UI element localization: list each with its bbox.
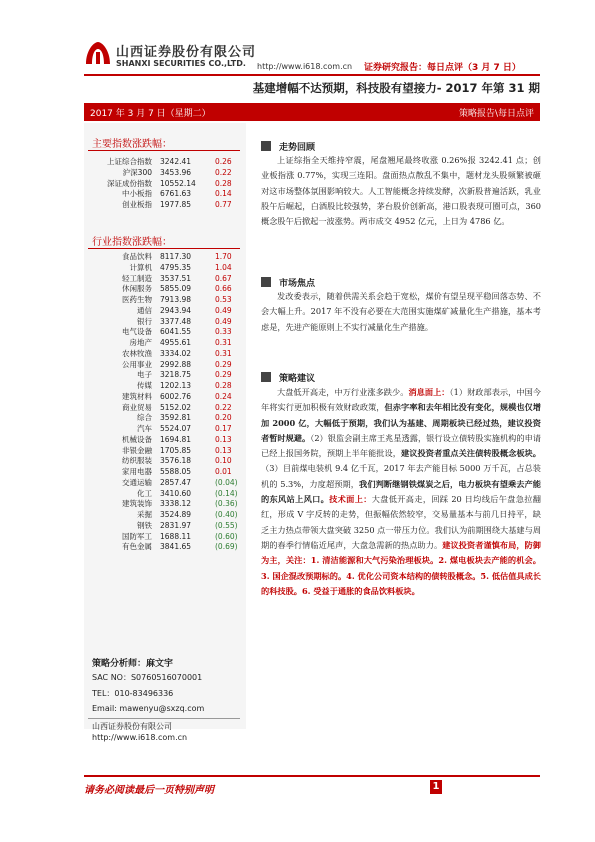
row-value: 2857.47 — [160, 477, 192, 487]
row-name: 农林牧渔 — [122, 348, 152, 358]
strategy-run: 大盘低开高走，中万行业涨多跌少。 — [277, 387, 409, 397]
row-name: 商业贸易 — [122, 402, 152, 412]
table-row — [96, 179, 245, 190]
table-row — [96, 168, 245, 179]
row-name: 中小板指 — [122, 189, 152, 199]
footer-divider — [84, 775, 540, 777]
row-value: 3334.02 — [160, 348, 192, 358]
row-value: 1688.11 — [160, 531, 192, 541]
row-name: 综合 — [137, 413, 152, 423]
table-row — [96, 542, 245, 553]
row-change: 0.17 — [215, 424, 232, 433]
row-value: 5524.07 — [160, 424, 192, 433]
strategy-run: 建议投资者谨慎布局，防御为主，关注：1. 清洁能源和大气污染治理板块。2. 煤电板块去产能的机会。3. 国企混改预期标的。4. 优化公司资本结构的债转股概念。5. 低估值具成长的科技股。6. 受益于通胀的食品饮料板块。 — [261, 539, 541, 596]
strategy-run: （2）银监会副主席王兆星透露，银行设立债转股实施机构的申请已经上报国务院，预期上半年能批设， — [261, 432, 541, 459]
table-row — [96, 413, 245, 424]
table-row — [96, 510, 245, 521]
row-change: 0.49 — [215, 305, 232, 315]
strategy-run: （3）目前煤电装机 9.4 亿千瓦，2017 年去产能目标 5000 万千瓦，占总装机的 5.3%，力度超预期， — [261, 463, 541, 489]
row-change: 0.28 — [215, 381, 232, 390]
row-name: 电气设备 — [122, 327, 152, 337]
row-value: 5588.05 — [160, 467, 192, 476]
strategy-run: 建议投资者重点关注债转股概念板块。 — [401, 448, 541, 459]
row-name: 传媒 — [137, 381, 152, 390]
table-row — [96, 360, 245, 371]
row-name: 建筑材料 — [122, 391, 152, 401]
row-value: 4955.61 — [160, 338, 192, 347]
row-change: (0.14) — [215, 488, 238, 498]
row-value: 1202.13 — [160, 381, 192, 390]
row-change: (0.04) — [215, 477, 238, 487]
table-row — [96, 392, 245, 403]
row-name: 计算机 — [129, 262, 152, 272]
row-name: 有色金属 — [122, 542, 152, 552]
row-value: 1977.85 — [160, 200, 192, 209]
row-change: 0.13 — [215, 445, 232, 455]
analyst-sac: SAC NO：S0760516070001 — [92, 673, 203, 682]
table-row — [96, 349, 245, 360]
row-change: (0.36) — [215, 499, 238, 509]
row-name: 汽车 — [137, 424, 152, 433]
row-value: 1694.81 — [160, 434, 192, 444]
report-date: 2017 年 3 月 7 日（星期二） — [90, 109, 211, 119]
market-focus-text: 发改委表示，随着供需关系会趋于宽松，煤价有望呈现平稳回落态势、不会大幅上升。2017 年不没有必要在大范围实施煤矿减量化生产措施，基本考虑是，先进产能原则上不实行减量化生产措施。 — [261, 291, 541, 332]
row-name: 休闲服务 — [122, 284, 152, 294]
left-footer-website[interactable]: http://www.i618.com.cn — [92, 733, 188, 742]
row-value: 3841.65 — [160, 542, 192, 552]
row-change: (0.55) — [215, 520, 238, 530]
row-name: 上证综合指数 — [107, 157, 152, 166]
row-change: 0.22 — [215, 167, 232, 177]
row-value: 3576.18 — [160, 456, 192, 466]
row-change: 0.66 — [215, 284, 232, 294]
row-change: 0.14 — [215, 189, 232, 199]
header-divider — [84, 74, 540, 76]
company-name-en: SHANXI SECURITIES CO.,LTD. — [116, 59, 246, 68]
table-row — [96, 157, 245, 168]
row-name: 创业板指 — [122, 200, 152, 209]
row-name: 沪深300 — [122, 167, 152, 177]
table-row — [96, 317, 245, 328]
table-row — [96, 521, 245, 532]
table-row — [96, 295, 245, 306]
table-row — [96, 446, 245, 457]
row-name: 电子 — [137, 370, 152, 380]
table-row — [96, 489, 245, 500]
row-name: 交通运输 — [122, 477, 152, 487]
strategy-run: 消息面上： — [408, 387, 450, 397]
table-row — [96, 306, 245, 317]
row-name: 机械设备 — [122, 434, 152, 444]
row-change: 1.70 — [215, 252, 232, 261]
index-section-title: 主要指数涨跌幅： — [92, 139, 172, 150]
row-change: 0.01 — [215, 467, 232, 476]
table-row — [96, 252, 245, 263]
row-name: 深证成份指数 — [107, 178, 152, 188]
row-name: 非银金融 — [122, 445, 152, 455]
row-value: 2831.97 — [160, 520, 192, 530]
table-row — [96, 381, 245, 392]
row-name: 建筑装饰 — [122, 499, 152, 509]
section-title-review: 走势回顾 — [279, 143, 316, 153]
row-change: 0.33 — [215, 327, 232, 337]
row-name: 纺织服装 — [122, 456, 152, 466]
section-bullet-icon — [261, 277, 271, 287]
row-name: 医药生物 — [122, 295, 152, 304]
row-value: 4795.35 — [160, 262, 192, 272]
section-bullet-icon — [261, 372, 271, 382]
row-change: 1.04 — [215, 262, 232, 272]
table-row — [96, 263, 245, 274]
analyst-name: 策略分析师：麻文宇 — [92, 659, 174, 669]
company-logo-icon — [84, 40, 112, 66]
row-value: 5855.09 — [160, 284, 192, 294]
index-section-divider — [88, 150, 240, 151]
row-name: 食品饮料 — [122, 252, 152, 261]
row-value: 3524.89 — [160, 510, 192, 519]
strategy-run: 大盘低开高走，回踩 20 日均线后午盘急拉翻红，形成 V 字反转的走势，但振幅依然较窄，交易量基本与前几日持平，缺乏主力热点带领大盘突破 3250 点一带压力位。我们认为前期围绕大基建与周期的春季行情临近尾声，大盘急需新的热点助力。 — [261, 494, 541, 550]
row-change: 0.20 — [215, 413, 232, 423]
table-row — [96, 532, 245, 543]
page-number: 1 — [430, 780, 442, 794]
industry-table — [96, 252, 245, 553]
row-value: 3592.81 — [160, 413, 192, 423]
section-title-focus: 市场焦点 — [279, 279, 316, 289]
row-name: 采掘 — [137, 510, 152, 519]
table-row — [96, 499, 245, 510]
row-change: 0.53 — [215, 295, 232, 304]
row-name: 银行 — [137, 316, 152, 326]
row-value: 5152.02 — [160, 402, 192, 412]
row-value: 10552.14 — [160, 178, 196, 188]
row-change: (0.40) — [215, 510, 238, 519]
row-value: 7913.98 — [160, 295, 192, 304]
row-change: 0.49 — [215, 316, 232, 326]
table-row — [96, 327, 245, 338]
row-value: 3338.12 — [160, 499, 192, 509]
row-name: 家用电器 — [122, 467, 152, 476]
row-change: 0.31 — [215, 338, 232, 347]
analyst-email[interactable]: Email: mawenyu@sxzq.com — [92, 704, 205, 713]
table-row — [96, 370, 245, 381]
row-change: 0.31 — [215, 348, 232, 358]
row-value: 6002.76 — [160, 391, 192, 401]
row-name: 通信 — [137, 305, 152, 315]
strategy-run: 技术面上： — [329, 494, 372, 505]
table-row — [96, 478, 245, 489]
table-row — [96, 274, 245, 285]
row-change: (0.69) — [215, 542, 238, 552]
row-change: 0.28 — [215, 178, 232, 188]
section-title-strategy: 策略建议 — [279, 374, 316, 384]
strategy-run: 我们判断继钢铁煤炭之后，电力板块有望乘去产能的东风站上风口。 — [261, 478, 541, 505]
row-name: 钢铁 — [137, 520, 152, 530]
row-value: 3537.51 — [160, 273, 192, 283]
analyst-tel: TEL：010-83496336 — [92, 689, 174, 698]
row-name: 轻工制造 — [122, 273, 152, 283]
row-value: 3453.96 — [160, 167, 192, 177]
row-value: 3218.75 — [160, 370, 192, 380]
table-row — [96, 456, 245, 467]
report-category: 策略报告\每日点评 — [458, 109, 534, 119]
row-change: 0.26 — [215, 157, 232, 166]
row-change: 0.13 — [215, 434, 232, 444]
table-row — [96, 189, 245, 200]
row-change: 0.29 — [215, 370, 232, 380]
row-change: 0.77 — [215, 200, 232, 209]
row-change: 0.24 — [215, 391, 232, 401]
industry-section-title: 行业指数涨跌幅： — [92, 237, 172, 248]
row-value: 2943.94 — [160, 305, 192, 315]
row-change: 0.29 — [215, 359, 232, 369]
page-title: 基建增幅不达预期，科技股有望接力- 2017 年第 31 期 — [252, 81, 540, 95]
row-change: 0.10 — [215, 456, 232, 466]
industry-section-divider — [88, 248, 240, 249]
row-name: 国防军工 — [122, 531, 152, 541]
row-value: 6761.63 — [160, 189, 192, 199]
row-value: 6041.55 — [160, 327, 192, 337]
table-row — [96, 284, 245, 295]
row-value: 3410.60 — [160, 488, 192, 498]
disclaimer-note[interactable]: 请务必阅读最后一页特别声明 — [84, 785, 214, 796]
row-value: 2992.88 — [160, 359, 192, 369]
row-value: 8117.30 — [160, 252, 192, 261]
section-bullet-icon — [261, 141, 271, 151]
row-value: 3242.41 — [160, 157, 192, 166]
strategy-run: （1）财政部表示，中国今年将实行更加积极有效财政政策， — [261, 387, 541, 413]
table-row — [96, 338, 245, 349]
table-row — [96, 435, 245, 446]
row-value: 3377.48 — [160, 316, 192, 326]
market-review-text: 上证综指全天维持窄震，尾盘翘尾最终收涨 0.26%报 3242.41 点；创业板指涨 0.77%，实现三连阳。盘面热点散乱不集中，题材龙头股频繁被砸对这市场整体氛围影响较大。人工智能概念持续发酵，次新股普遍活跃，乳业股午后崛起，白酒股比较强势，茅台股价创新高，港口股表现可圈可点，360 概念股午后掀起一波涨势。两市成交 4952 亿元，上日为 4786 亿。 — [261, 155, 541, 227]
row-name: 化工 — [137, 488, 152, 498]
table-row — [96, 403, 245, 414]
row-value: 1705.85 — [160, 445, 192, 455]
strategy-text — [261, 385, 541, 599]
table-row — [96, 424, 245, 435]
index-table — [96, 157, 245, 211]
left-footer-company: 山西证券股份有限公司 — [92, 722, 172, 731]
row-change: 0.22 — [215, 402, 232, 412]
report-type: 证券研究报告：每日点评（3 月 7 日） — [364, 63, 521, 73]
row-name: 房地产 — [129, 338, 152, 347]
header-website[interactable]: http://www.i618.com.cn — [257, 62, 353, 71]
table-row — [96, 200, 245, 211]
row-change: 0.67 — [215, 273, 232, 283]
row-change: (0.60) — [215, 531, 238, 541]
strategy-run: 但赤字率和去年相比没有变化，规模也仅增加 2000 亿，大幅低于预期，我们认为基建、周期板块已经过热，建议投资者暂时规避。 — [261, 402, 541, 443]
company-name-cn: 山西证券股份有限公司 — [116, 45, 257, 60]
table-row — [96, 467, 245, 478]
row-name: 公用事业 — [122, 359, 152, 369]
left-footer-divider — [88, 718, 240, 719]
